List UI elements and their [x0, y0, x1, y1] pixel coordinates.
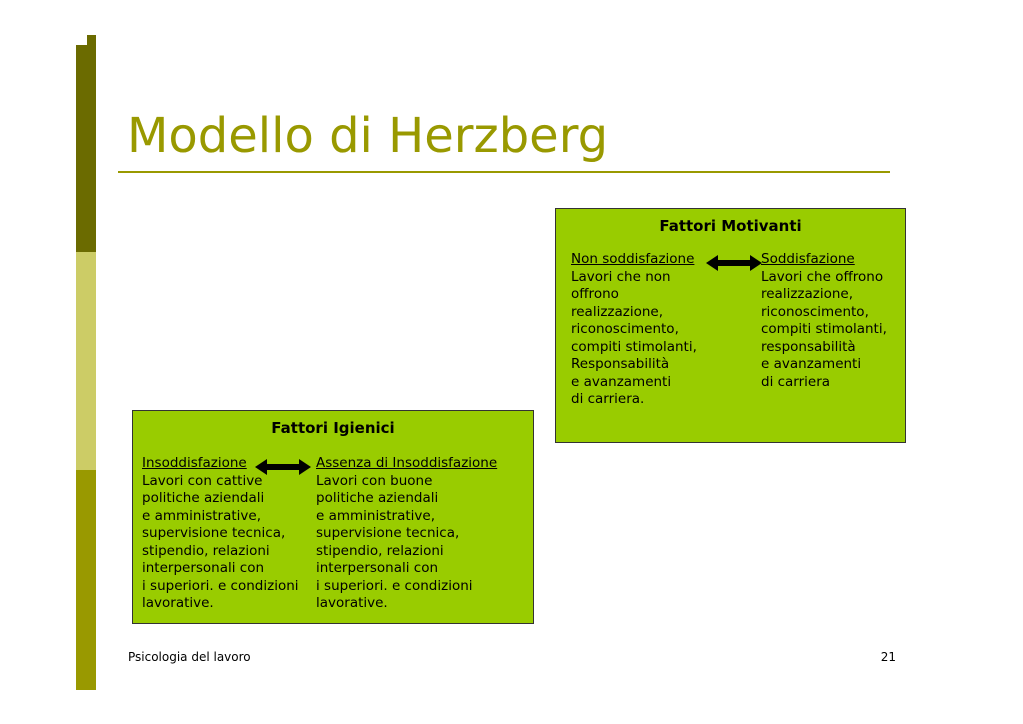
text-line: stipendio, relazioni	[316, 542, 444, 559]
text-line: offrono	[571, 286, 619, 302]
text-line: i superiori. e condizioni	[316, 577, 473, 594]
text-line: lavorative.	[142, 595, 214, 611]
footer-course-name: Psicologia del lavoro	[128, 650, 251, 664]
double-arrow-icon	[706, 255, 762, 271]
text-line: riconoscimento,	[761, 303, 869, 320]
motivanti-left-column	[571, 251, 697, 409]
decor-bar-light	[76, 252, 96, 470]
page-number: 21	[880, 650, 896, 664]
text-line: di carriera	[761, 373, 831, 390]
text-line: interpersonali con	[316, 560, 439, 576]
motivanti-left-lines	[571, 269, 697, 409]
igienici-right-lines	[316, 473, 497, 613]
decor-bar-mid	[76, 470, 96, 690]
motivanti-right-column	[761, 251, 887, 391]
text-line: interpersonali con	[142, 560, 265, 576]
igienici-left-header: Insoddisfazione	[142, 455, 247, 471]
motivanti-right-lines	[761, 269, 887, 392]
igienici-heading: Fattori Igienici	[271, 419, 395, 437]
double-arrow-icon	[255, 459, 311, 475]
text-line: Lavori che non	[571, 268, 671, 285]
motivanti-left-header: Non soddisfazione	[571, 251, 695, 267]
text-line: i superiori. e condizioni	[142, 577, 299, 594]
text-line: compiti stimolanti,	[571, 338, 697, 355]
text-line: e amministrative,	[142, 507, 262, 524]
text-line: politiche aziendali	[142, 490, 265, 506]
decor-bar-dark	[76, 45, 96, 252]
text-line: Lavori che offrono	[761, 268, 884, 285]
text-line: riconoscimento,	[571, 321, 679, 337]
motivanti-right-header: Soddisfazione	[761, 251, 855, 267]
text-line: stipendio, relazioni	[142, 542, 270, 559]
igienici-right-header: Assenza di Insoddisfazione	[316, 455, 498, 471]
page-title: Modello di Herzberg	[127, 108, 609, 164]
text-line: di carriera.	[571, 391, 645, 407]
motivanti-heading: Fattori Motivanti	[659, 217, 802, 235]
text-line: realizzazione,	[761, 286, 854, 302]
text-line: supervisione tecnica,	[316, 525, 460, 541]
igienici-box	[132, 410, 534, 624]
igienici-right-column	[316, 455, 497, 613]
text-line: Lavori con cattive	[142, 472, 263, 489]
text-line: e amministrative,	[316, 507, 436, 524]
text-line: e avanzamenti	[761, 356, 862, 372]
igienici-left-column	[142, 455, 299, 613]
text-line: realizzazione,	[571, 303, 664, 320]
title-underline	[118, 171, 890, 173]
text-line: Lavori con buone	[316, 472, 433, 489]
text-line: responsabilità	[761, 338, 856, 355]
text-line: supervisione tecnica,	[142, 525, 286, 541]
text-line: politiche aziendali	[316, 490, 439, 506]
igienici-left-lines	[142, 473, 299, 613]
text-line: lavorative.	[316, 595, 388, 611]
motivanti-box	[555, 208, 906, 443]
text-line: compiti stimolanti,	[761, 321, 887, 337]
text-line: Responsabilità	[571, 356, 670, 372]
text-line: e avanzamenti	[571, 373, 672, 390]
